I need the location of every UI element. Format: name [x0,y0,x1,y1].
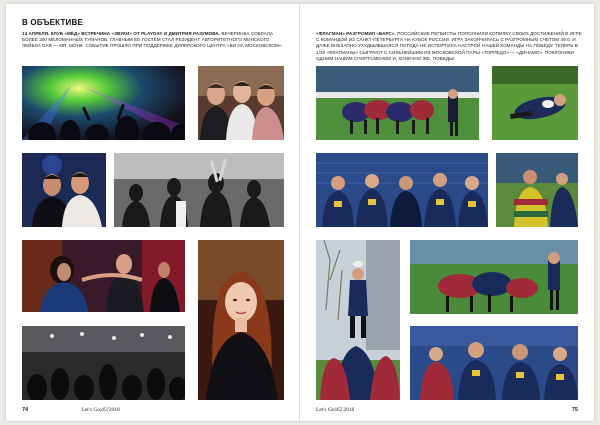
section-title: В ОБЪЕКТИВЕ [22,18,83,27]
left-intro-lead: 14 АПРЕЛЯ. КЛУБ «МЁД» ВСТРЕЧИНА «ЗВУКИ» ОТ PLAYDAY И ДМИТРИЯ РАЗУМОВА. [22,31,221,36]
left-page [6,4,300,421]
photo-rugby-scrum [316,66,479,140]
left-folio [22,407,120,413]
photo-ruck [410,240,578,314]
photo-club-lights [22,66,185,140]
right-page [300,4,594,421]
photo-women-dancing [22,240,185,312]
right-folio [316,407,354,413]
right-intro-lead: «ФЛАГМАН» РАЗГРОМИЛ «БАРС». [316,31,396,36]
right-page-number: 75 [571,407,578,413]
left-page-number: 74 [22,407,29,413]
magazine-spread [6,4,594,421]
left-intro-text [22,31,284,50]
photo-lineout [316,240,400,400]
photo-two-men [22,153,106,227]
photo-team-lineup [316,153,488,227]
photo-player-striped [496,153,578,227]
right-folio-number [572,407,578,413]
right-issue-label: Let's Go|45|'2018 [316,407,355,413]
left-intro-body: ВЕЧЕРИНКА СОБРАЛА БОЛЕЕ 300 МЕЛОМАННЫХ ТУМАНОВ. ГЛАВНЫМ ЕЕ ГОСТЕМ СТАЛ РЕЗИДЕНТ АВТОРИТЕТНОГО МИНСКОГО ЛЕЙБЛА DAR — MR. МОНК. СОБЫТИЕ ПРОШЛО ПРИ ПОДДЕРЖКЕ ДИЛЕРСКОГО ЦЕНТРА «ВИ НА МОСКОВСКОМ». [22,31,283,49]
left-issue-label: Let's Go|45|'2018 [81,407,120,413]
photo-club-crowd [22,326,185,400]
right-intro-text [316,31,582,62]
right-intro-body: РОССИЙСКИЕ РЕГБИСТЫ ПОПОЛНИЛИ КОПИЛКУ СВОИХ ДОСТИЖЕНИЙ В ИГРЕ С КОМАНДОЙ ИЗ САНКТ-ПЕТЕРБУРГА НА КУБОК РОССИИ. ИГРА ЗАКОНЧИЛАСЬ С РАЗГРОМНЫМ СЧЕТОМ 49:0, И ДАЖЕ ВНЕЗАПНО УХУДШИВШАЯСЯ ПОГОДА НЕ ИСПОРТИЛА НАСТРОЙ НАШЕЙ КОМАНДЫ НА ПОБЕДУ. ТЕПЕРЬ В 1/16 «ФЛАГМАНЫ» СЫГРАЮТ С СИЛЬНЕЙШИМ ИЗ МОСКОВСКОЙ ПАРЫ «ТОРПЕДО» — «ДИНАМО». ПОКЛОНИКИ ОДНИМ НАШИМ СПОРТСМЕНОМ И, КОНЕЧНО ЖЕ, ПОБЕДЫ! [316,31,582,61]
photo-bw-dancers [114,153,284,227]
photo-three-guests [198,66,284,140]
photo-woman-portrait [198,240,284,400]
photo-players-walking [410,326,578,400]
photo-player-tackle [492,66,578,140]
